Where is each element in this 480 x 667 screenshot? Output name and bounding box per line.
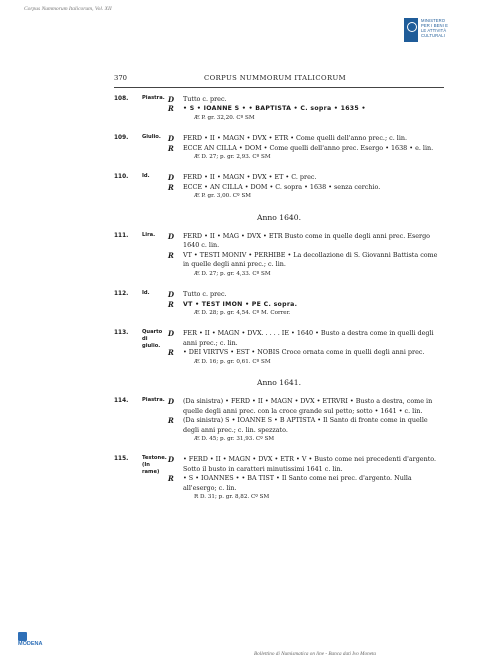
entry-number: 114. xyxy=(114,398,129,405)
side-marker: R xyxy=(168,348,174,358)
entry-metadata: Æ D. 27; p. gr. 4,33. Cº SM xyxy=(194,270,271,277)
entry-denomination: Lira. xyxy=(142,232,156,239)
catalog-entry xyxy=(114,397,444,444)
catalog-entry xyxy=(114,173,444,201)
line-text: FERD • II • MAG • DVX • ETR Busto come in quelle degli anni prec. Esergo 1640 c. lin. xyxy=(183,232,431,250)
side-marker: R xyxy=(168,143,174,153)
line-text: (Da sinistra) • FERD • II • MAGN • DVX • ETRVRI • Busto a destra, come in quelle degli anni prec. con la croce grande sul petto; sotto • 1641 • c. lin. xyxy=(183,397,433,415)
page-header xyxy=(114,74,444,82)
entry-metadata: Æ P. gr. 3,00. Cº SM xyxy=(194,193,252,200)
obverse-line xyxy=(114,397,444,416)
ministry-line-4: CULTURALI xyxy=(421,33,445,38)
line-text: FERD • II • MAGN • DVX • ETR • Come quelli dell'anno prec.; c. lin. xyxy=(183,134,408,143)
ministry-line-3: LE ATTIVITÀ xyxy=(421,28,447,33)
reverse-line xyxy=(114,144,444,153)
entry-number: 108. xyxy=(114,96,129,102)
side-marker: R xyxy=(168,104,174,114)
entry-metadata: Æ D. 45; p. gr. 31,93. Cº SM xyxy=(194,435,275,442)
entry-metadata: Æ D. 16; p. gr. 0,61. Cº SM xyxy=(194,358,271,365)
entry-denomination: Giulio. xyxy=(142,134,161,141)
obverse-line xyxy=(114,173,444,182)
obverse-line xyxy=(114,455,444,474)
entry-denomination: Piastra. xyxy=(142,397,165,404)
obverse-line xyxy=(114,232,444,251)
line-text: • S • IOANNE S • • BAPTISTA • C. sopra • 1635 • xyxy=(183,105,366,113)
entry-metadata: Æ D. 28; p. gr. 4,54. Cº M. Correr. xyxy=(194,309,291,316)
obverse-line xyxy=(114,329,444,348)
page-title: CORPUS NUMMORUM ITALICORUM xyxy=(204,74,346,82)
reverse-line xyxy=(114,104,444,113)
side-marker: D xyxy=(168,173,175,183)
entry-denomination: Id. xyxy=(142,173,150,180)
line-text: VT • TESTI MONIV • PERHIBE • La decollazione di S. Giovanni Battista come in quelle degli anni prec.; c. lin. xyxy=(183,250,438,269)
reverse-line xyxy=(114,474,444,493)
modena-logo-text: MODENA xyxy=(18,641,43,647)
line-text: VT • TEST IMON • PE C. sopra. xyxy=(183,300,298,308)
side-marker: D xyxy=(168,290,175,300)
ministry-emblem-icon xyxy=(404,18,418,42)
catalog-entry xyxy=(114,95,444,123)
line-text: ECCE AN CILLA • DOM • Come quelli dell'anno prec. Esergo • 1638 • e. lin. xyxy=(183,143,434,152)
entry-denomination: Id. xyxy=(142,290,150,297)
entry-number: 109. xyxy=(114,135,129,142)
modena-logo xyxy=(18,632,43,648)
entry-metadata: R D. 31; p. gr. 8,82. Cº SM xyxy=(194,494,270,500)
catalog-entry xyxy=(114,329,444,367)
side-marker: D xyxy=(168,397,175,407)
catalog-entry xyxy=(114,290,444,318)
catalog-content xyxy=(114,95,444,513)
entry-denomination: Quarto di giulio. xyxy=(142,329,163,350)
side-marker: D xyxy=(168,455,175,465)
side-marker: D xyxy=(168,95,175,104)
page-footer: Bollettino di Numismatica on line - Banca dati Ivo Moneta xyxy=(254,651,377,657)
entry-number: 112. xyxy=(114,291,129,298)
line-text: • DEI VIRTVS • EST • NOBIS Croce ornata come in quelli degli anni prec. xyxy=(183,348,425,357)
line-text: Tutto c. prec. xyxy=(183,290,227,299)
entry-metadata: Æ P. gr. 32,20. Cº SM xyxy=(194,114,255,121)
modena-mark-icon xyxy=(18,632,27,641)
entry-number: 115. xyxy=(114,456,129,463)
header-rule xyxy=(114,87,444,88)
page-number: 370 xyxy=(114,74,127,82)
catalog-entry xyxy=(114,455,444,502)
reverse-line xyxy=(114,300,444,309)
side-marker: D xyxy=(168,232,175,242)
catalog-entry xyxy=(114,134,444,162)
year-heading: Anno 1640. xyxy=(257,212,301,222)
side-marker: R xyxy=(168,416,174,426)
year-heading: Anno 1641. xyxy=(257,377,301,387)
entry-number: 111. xyxy=(114,233,129,240)
line-text: (Da sinistra) S • IOANNE S • B APTISTA • Il Santo di fronte come in quelle degli anni prec.; c. lin. spezzato. xyxy=(183,416,428,434)
running-title: Corpus Nummorum Italicorum, Vol. XII xyxy=(24,6,112,12)
line-text: FER • II • MAGN • DVX. . . . . IE • 1640 • Busto a destra come in quelli degli anni prec.; c. lin. xyxy=(183,329,434,347)
entry-number: 113. xyxy=(114,330,129,337)
obverse-line xyxy=(114,95,444,104)
side-marker: R xyxy=(168,474,174,484)
line-text: • S • IOANNES • • BA TIST • Il Santo come nei prec. d'argento. Nulla all'esergo; c. lin. xyxy=(183,474,412,492)
side-marker: R xyxy=(168,182,174,192)
entry-denomination: Piastra. xyxy=(142,95,165,101)
ministry-name xyxy=(421,18,448,38)
obverse-line xyxy=(114,134,444,143)
reverse-line xyxy=(114,251,444,270)
reverse-line xyxy=(114,348,444,357)
entry-denomination: Testone. (In rame) xyxy=(142,455,167,476)
side-marker: D xyxy=(168,134,175,144)
ministry-line-1: MINISTERO xyxy=(421,18,446,23)
side-marker: D xyxy=(168,329,175,339)
side-marker: R xyxy=(168,299,174,309)
obverse-line xyxy=(114,290,444,299)
ministry-logo xyxy=(404,18,464,44)
line-text: • FERD • II • MAGN • DVX • ETR • V • Busto come nei precedenti d'argento. Sotto il busto in caratteri minutissimi 1641 c. lin. xyxy=(183,455,437,473)
reverse-line xyxy=(114,416,444,435)
reverse-line xyxy=(114,183,444,192)
line-text: ECCE • AN CILLA • DOM • C. sopra • 1638 • senza cerchio. xyxy=(183,182,381,191)
entry-metadata: Æ D. 27; p. gr. 2,93. Cº SM xyxy=(194,154,271,161)
entry-number: 110. xyxy=(114,174,129,181)
catalog-entry xyxy=(114,232,444,279)
line-text: FERD • II • MAGN • DVX • ET • C. prec. xyxy=(183,173,317,182)
side-marker: R xyxy=(168,250,174,260)
line-text: Tutto c. prec. xyxy=(183,95,227,103)
ministry-line-2: PER I BENI E xyxy=(421,23,449,28)
